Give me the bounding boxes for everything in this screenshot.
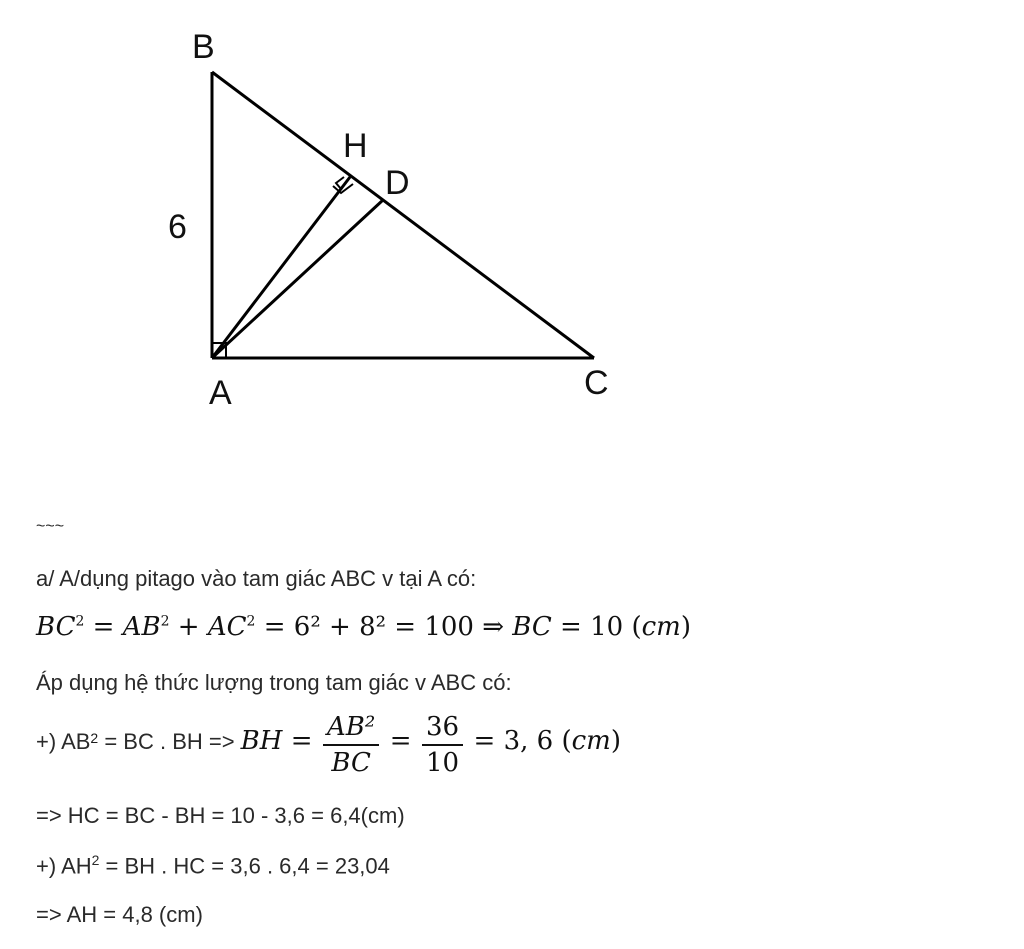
pythagoras-equation: $BC^2 = AB^2 + AC^2 = 6^2 + 8^2 = 100$ ⇒ BC = 10 (cm) bbox=[36, 612, 691, 642]
ah-line: => AH = 4,8 (cm) bbox=[36, 902, 203, 927]
triangle-figure bbox=[0, 0, 1024, 470]
fraction-ab2-bc: $\frac{\text{AB²}}{BC}$ bbox=[323, 712, 379, 778]
altitude-ah bbox=[212, 177, 350, 358]
label-b: B bbox=[192, 28, 215, 66]
label-d: D bbox=[385, 164, 410, 202]
bh-equation: +) $AB^2$ = BC . BH => BH = $\frac{\text{AB²}}{BC}$ = $\frac{36}{10}$ = 3, 6 (cm) bbox=[36, 712, 621, 778]
side-bc bbox=[212, 72, 594, 358]
segment-ad bbox=[212, 200, 383, 358]
hc-line: => HC = BC - BH = 10 - 3,6 = 6,4(cm) bbox=[36, 803, 405, 828]
label-c: C bbox=[584, 364, 609, 402]
label-ab-length: 6 bbox=[168, 208, 187, 246]
label-h: H bbox=[343, 127, 368, 165]
ah-squared-line: +) $AH^2$ = BH . HC = 3,6 . 6,4 = 23,04 bbox=[36, 852, 390, 879]
label-a: A bbox=[209, 374, 232, 412]
fraction-36-10: $\frac{36}{10}$ bbox=[422, 712, 463, 778]
separator: ~~~ bbox=[36, 518, 65, 535]
part-a-intro: a/ A/dụng pitago vào tam giác ABC v tại A có: bbox=[36, 566, 477, 591]
he-thuc-intro: Áp dụng hệ thức lượng trong tam giác v ABC có: bbox=[36, 670, 512, 695]
